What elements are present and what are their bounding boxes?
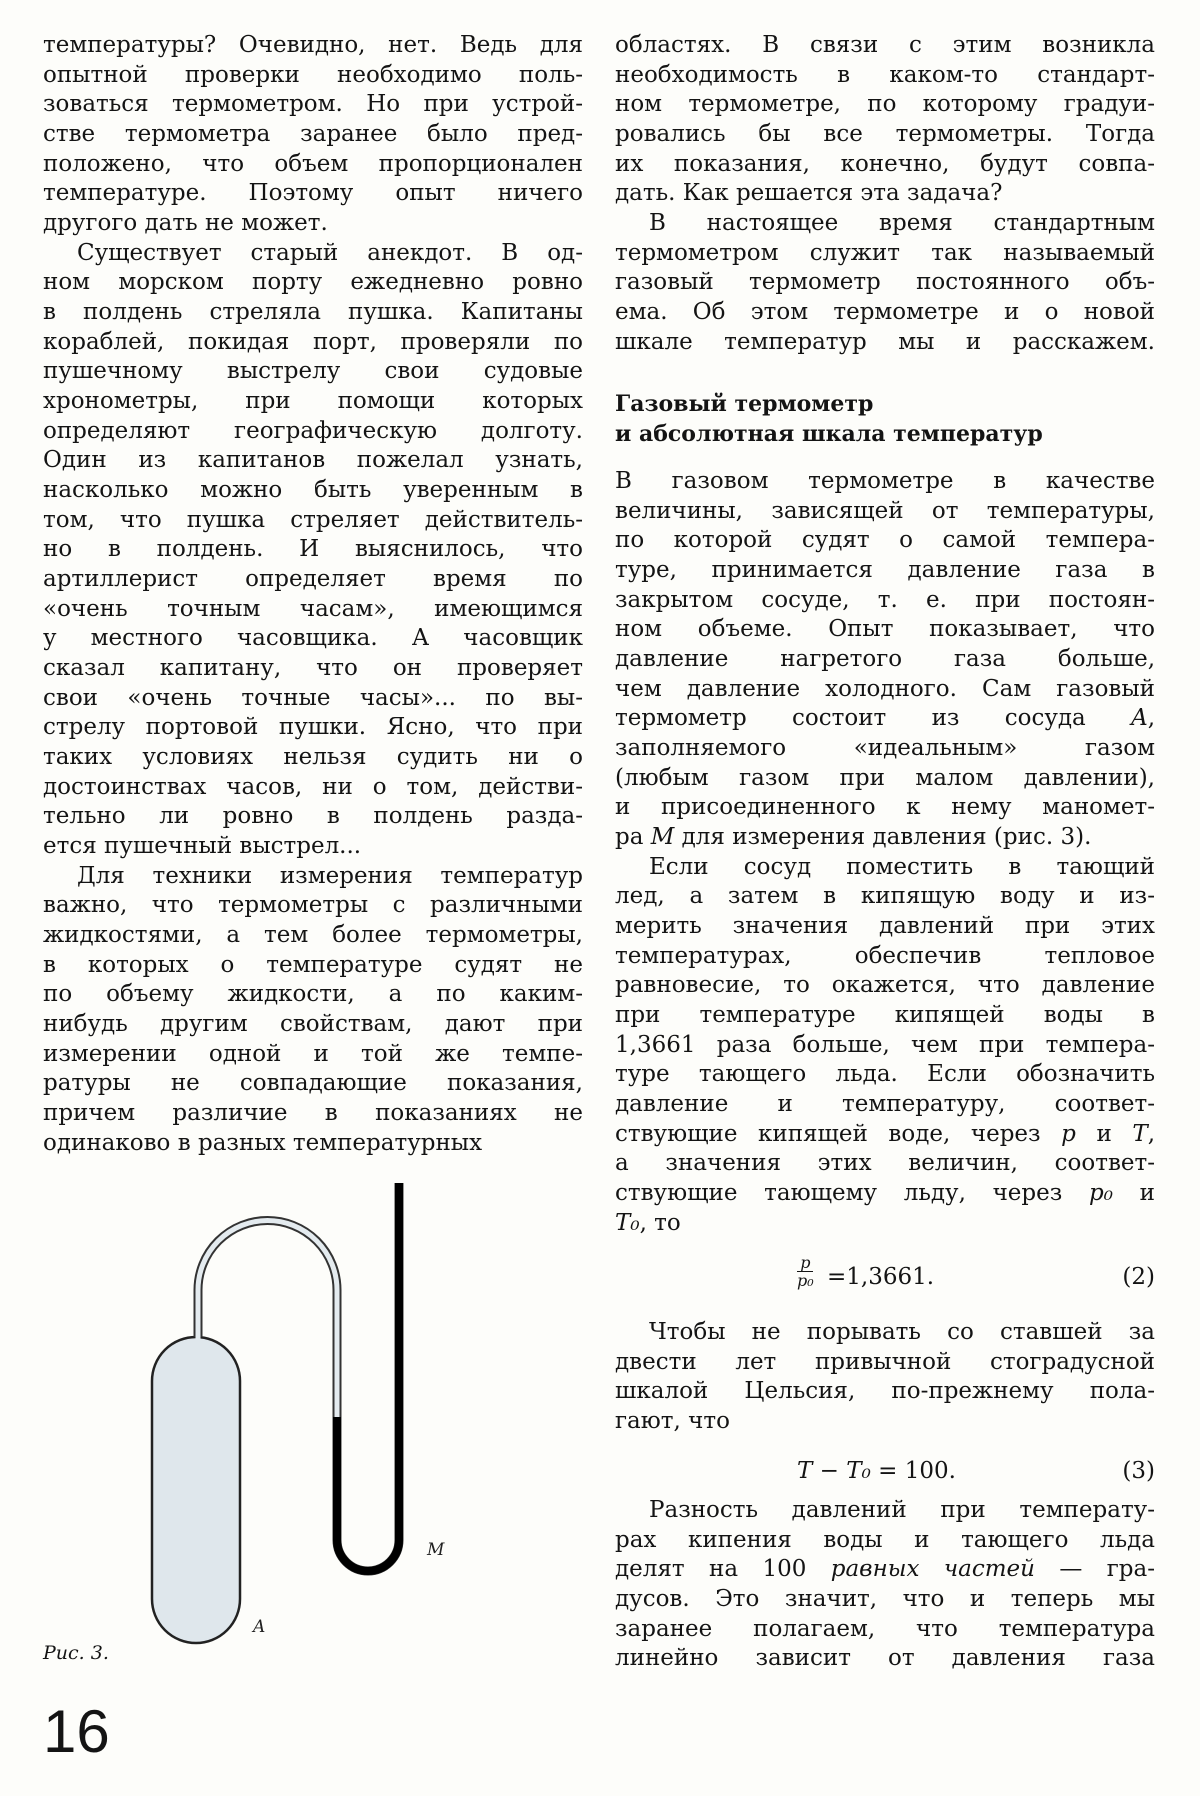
label-m: M <box>427 1540 445 1560</box>
text-line: таких условиях нельзя судить ни о <box>43 743 583 770</box>
var-T: T <box>797 1458 813 1484</box>
vessel-a <box>152 1337 240 1643</box>
text-line: шкале температур мы и расскажем. <box>615 328 1155 355</box>
text-line: 1,3661 раза больше, чем при темпера- <box>615 1031 1155 1058</box>
text-line: ном объеме. Опыт показывает, что <box>615 616 1155 643</box>
text-segment: ствующие кипящей воде, через <box>615 1120 1062 1147</box>
text-line: областях. В связи с этим возникла <box>615 32 1155 58</box>
text-segment: и <box>1112 1179 1156 1206</box>
text-line: Один из капитанов пожелал узнать, <box>43 447 583 474</box>
text-line: а значения этих величин, соответ- <box>615 1150 1155 1177</box>
text-line: «очень точным часам», имеющимся <box>43 595 583 622</box>
math-variable: p₀ <box>1089 1179 1113 1206</box>
text-line: артиллерист определяет время по <box>43 565 583 592</box>
text-line: нибудь другим свойствам, дают при <box>43 1011 583 1038</box>
text-line: дусов. Это значит, что и теперь мы <box>615 1585 1155 1612</box>
text-segment: ствующие тающему льду, через <box>615 1179 1090 1206</box>
text-line: том, что пушка стреляет действитель- <box>43 506 583 533</box>
text-line: ется пушечный выстрел... <box>43 832 362 859</box>
text-line: причем различие в показаниях не <box>43 1100 583 1126</box>
text-line: Существует старый анекдот. В од- <box>77 239 583 266</box>
text-line: у местного часовщика. А часовщик <box>43 625 583 652</box>
text-line: шкалой Цельсия, по-прежнему пола- <box>615 1378 1155 1405</box>
figure-caption: Рис. 3. <box>43 1642 109 1664</box>
manometer-liquid <box>337 1183 399 1571</box>
text-line: закрытом сосуде, т. е. при постоян- <box>615 586 1155 613</box>
text-line: заполняемого «идеальным» газом <box>615 734 1155 761</box>
text-line: но в полдень. И выяснилось, что <box>43 536 583 563</box>
text-line: их показания, конечно, будут совпа- <box>615 150 1155 177</box>
text-line: пушечному выстрелу свои судовые <box>43 358 583 385</box>
text-line: Чтобы не порывать со ставшей за <box>649 1319 1155 1345</box>
text-line: двести лет привычной стоградусной <box>615 1348 1155 1375</box>
text-segment: делят на 100 <box>615 1556 831 1583</box>
label-a: A <box>253 1617 266 1637</box>
text-line: жидкостями, а тем более термометры, <box>43 922 583 949</box>
math-variable: p <box>1061 1120 1076 1147</box>
text-segment: — гра- <box>1034 1556 1155 1583</box>
text-line: ном термометре, по которому градуи- <box>615 91 1155 118</box>
text-line: температурах, обеспечив тепловое <box>615 942 1155 969</box>
text-line: зоваться термометром. Но при устрой- <box>43 91 583 118</box>
text-line: температуре. Поэтому опыт ничего <box>43 180 583 207</box>
text-line: туре, принимается давление газа в <box>615 556 1155 583</box>
text-line: и присоединенного к нему маномет- <box>615 794 1155 821</box>
text-line: линейно зависит от давления газа <box>615 1645 1155 1672</box>
text-line: величины, зависящей от температуры, <box>615 497 1155 524</box>
text-line: заранее полагаем, что температура <box>615 1615 1155 1642</box>
text-line: гают, что <box>615 1407 730 1434</box>
text-line: равновесие, то окажется, что давление <box>615 972 1155 999</box>
text-line: измерении одной и той же темпе- <box>43 1040 583 1067</box>
text-line: определяют географическую долготу. <box>43 417 583 444</box>
minus: − <box>812 1458 847 1484</box>
text-line: хронометры, при помощи которых <box>43 387 583 414</box>
text-line: важно, что термометры с различными <box>43 892 583 919</box>
text-line: рах кипения воды и тающего льда <box>615 1526 1155 1553</box>
formula-rhs: =1,3661. <box>827 1264 935 1290</box>
text-line: мерить значения давлений при этих <box>615 913 1155 940</box>
text-line: Для техники измерения температур <box>77 862 583 889</box>
denominator: p₀ <box>797 1271 814 1290</box>
text-line: свои «очень точные часы»... по вы- <box>43 684 583 711</box>
text-line: газовый термометр постоянного объ- <box>615 269 1155 296</box>
text-line: туре тающего льда. Если обозначить <box>615 1061 1155 1088</box>
text-line: сказал капитану, что он проверяет <box>43 654 583 681</box>
text-segment: и <box>1075 1120 1133 1147</box>
text-line: чем давление холодного. Сам газовый <box>615 675 1155 702</box>
math-variable: равных частей <box>830 1556 1035 1583</box>
math-variable: M <box>650 823 675 850</box>
math-variable: A <box>1131 705 1148 732</box>
numerator: p <box>797 1254 813 1272</box>
text-segment: для измерения давления (рис. 3). <box>674 823 1092 850</box>
math-variable: T <box>1132 1120 1148 1147</box>
text-line: ровались бы все термометры. Тогда <box>615 120 1155 147</box>
text-line: дать. Как решается эта задача? <box>615 180 1003 207</box>
text-line: по объему жидкости, а по каким- <box>43 981 583 1008</box>
text-line: в полдень стреляла пушка. Капитаны <box>43 299 583 325</box>
text-line: ном морском порту ежедневно ровно <box>43 269 583 296</box>
heading-line: и абсолютная шкала температур <box>615 421 1043 447</box>
text-line: Если сосуд поместить в тающий <box>649 853 1155 880</box>
text-line: одинаково в разных температурных <box>43 1129 483 1156</box>
text-line: В настоящее время стандартным <box>649 210 1155 237</box>
text-line: при температуре кипящей воды в <box>615 1001 1155 1028</box>
text-line: ратуры не совпадающие показания, <box>43 1070 583 1097</box>
text-line: температуры? Очевидно, нет. Ведь для <box>43 32 583 58</box>
text-line: ема. Об этом термометре и о новой <box>615 298 1155 325</box>
var-T0: T₀ <box>846 1458 871 1484</box>
text-line: опытной проверки необходимо поль- <box>43 61 583 88</box>
text-line: стрелу портовой пушки. Ясно, что при <box>43 714 583 741</box>
text-segment: ра <box>615 823 651 850</box>
text-line: В газовом термометре в качестве <box>615 468 1155 494</box>
text-line: по которой судят о самой темпера- <box>615 527 1155 554</box>
text-line: давление нагретого газа больше, <box>615 645 1155 672</box>
heading-line: Газовый термометр <box>615 391 874 417</box>
text-line: достоинствах часов, ни о том, действи- <box>43 773 583 800</box>
text-line: термометром служит так называемый <box>615 239 1155 266</box>
text-line: тельно ли ровно в полдень разда- <box>43 803 583 830</box>
text-segment: термометр состоит из сосуда <box>615 705 1132 732</box>
text-line: лед, а затем в кипящую воду и из- <box>615 883 1155 910</box>
text-line: Разность давлений при температу- <box>649 1497 1155 1523</box>
text-line: стве термометра заранее было пред- <box>43 120 583 147</box>
text-line: давление и температуру, соответ- <box>615 1090 1155 1117</box>
equation-number: (2) <box>1122 1264 1155 1290</box>
text-line: (любым газом при малом давлении), <box>615 764 1155 791</box>
text-line: насколько можно быть уверенным в <box>43 476 583 503</box>
equation-number: (3) <box>1122 1458 1155 1484</box>
text-line: необходимость в каком-то стандарт- <box>615 61 1155 88</box>
text-line: кораблей, покидая порт, проверяли по <box>43 328 583 355</box>
page-number: 16 <box>43 1698 110 1765</box>
text-segment: , <box>1147 1120 1156 1147</box>
text-segment: , <box>1147 705 1155 732</box>
text-line: другого дать не может. <box>43 209 328 236</box>
text-line: в которых о температуре судят не <box>43 951 583 978</box>
text-line: положено, что объем пропорционален <box>43 150 583 177</box>
text-segment: , то <box>639 1209 681 1236</box>
math-variable: T₀ <box>615 1209 640 1236</box>
formula-rhs: = 100. <box>870 1458 956 1484</box>
